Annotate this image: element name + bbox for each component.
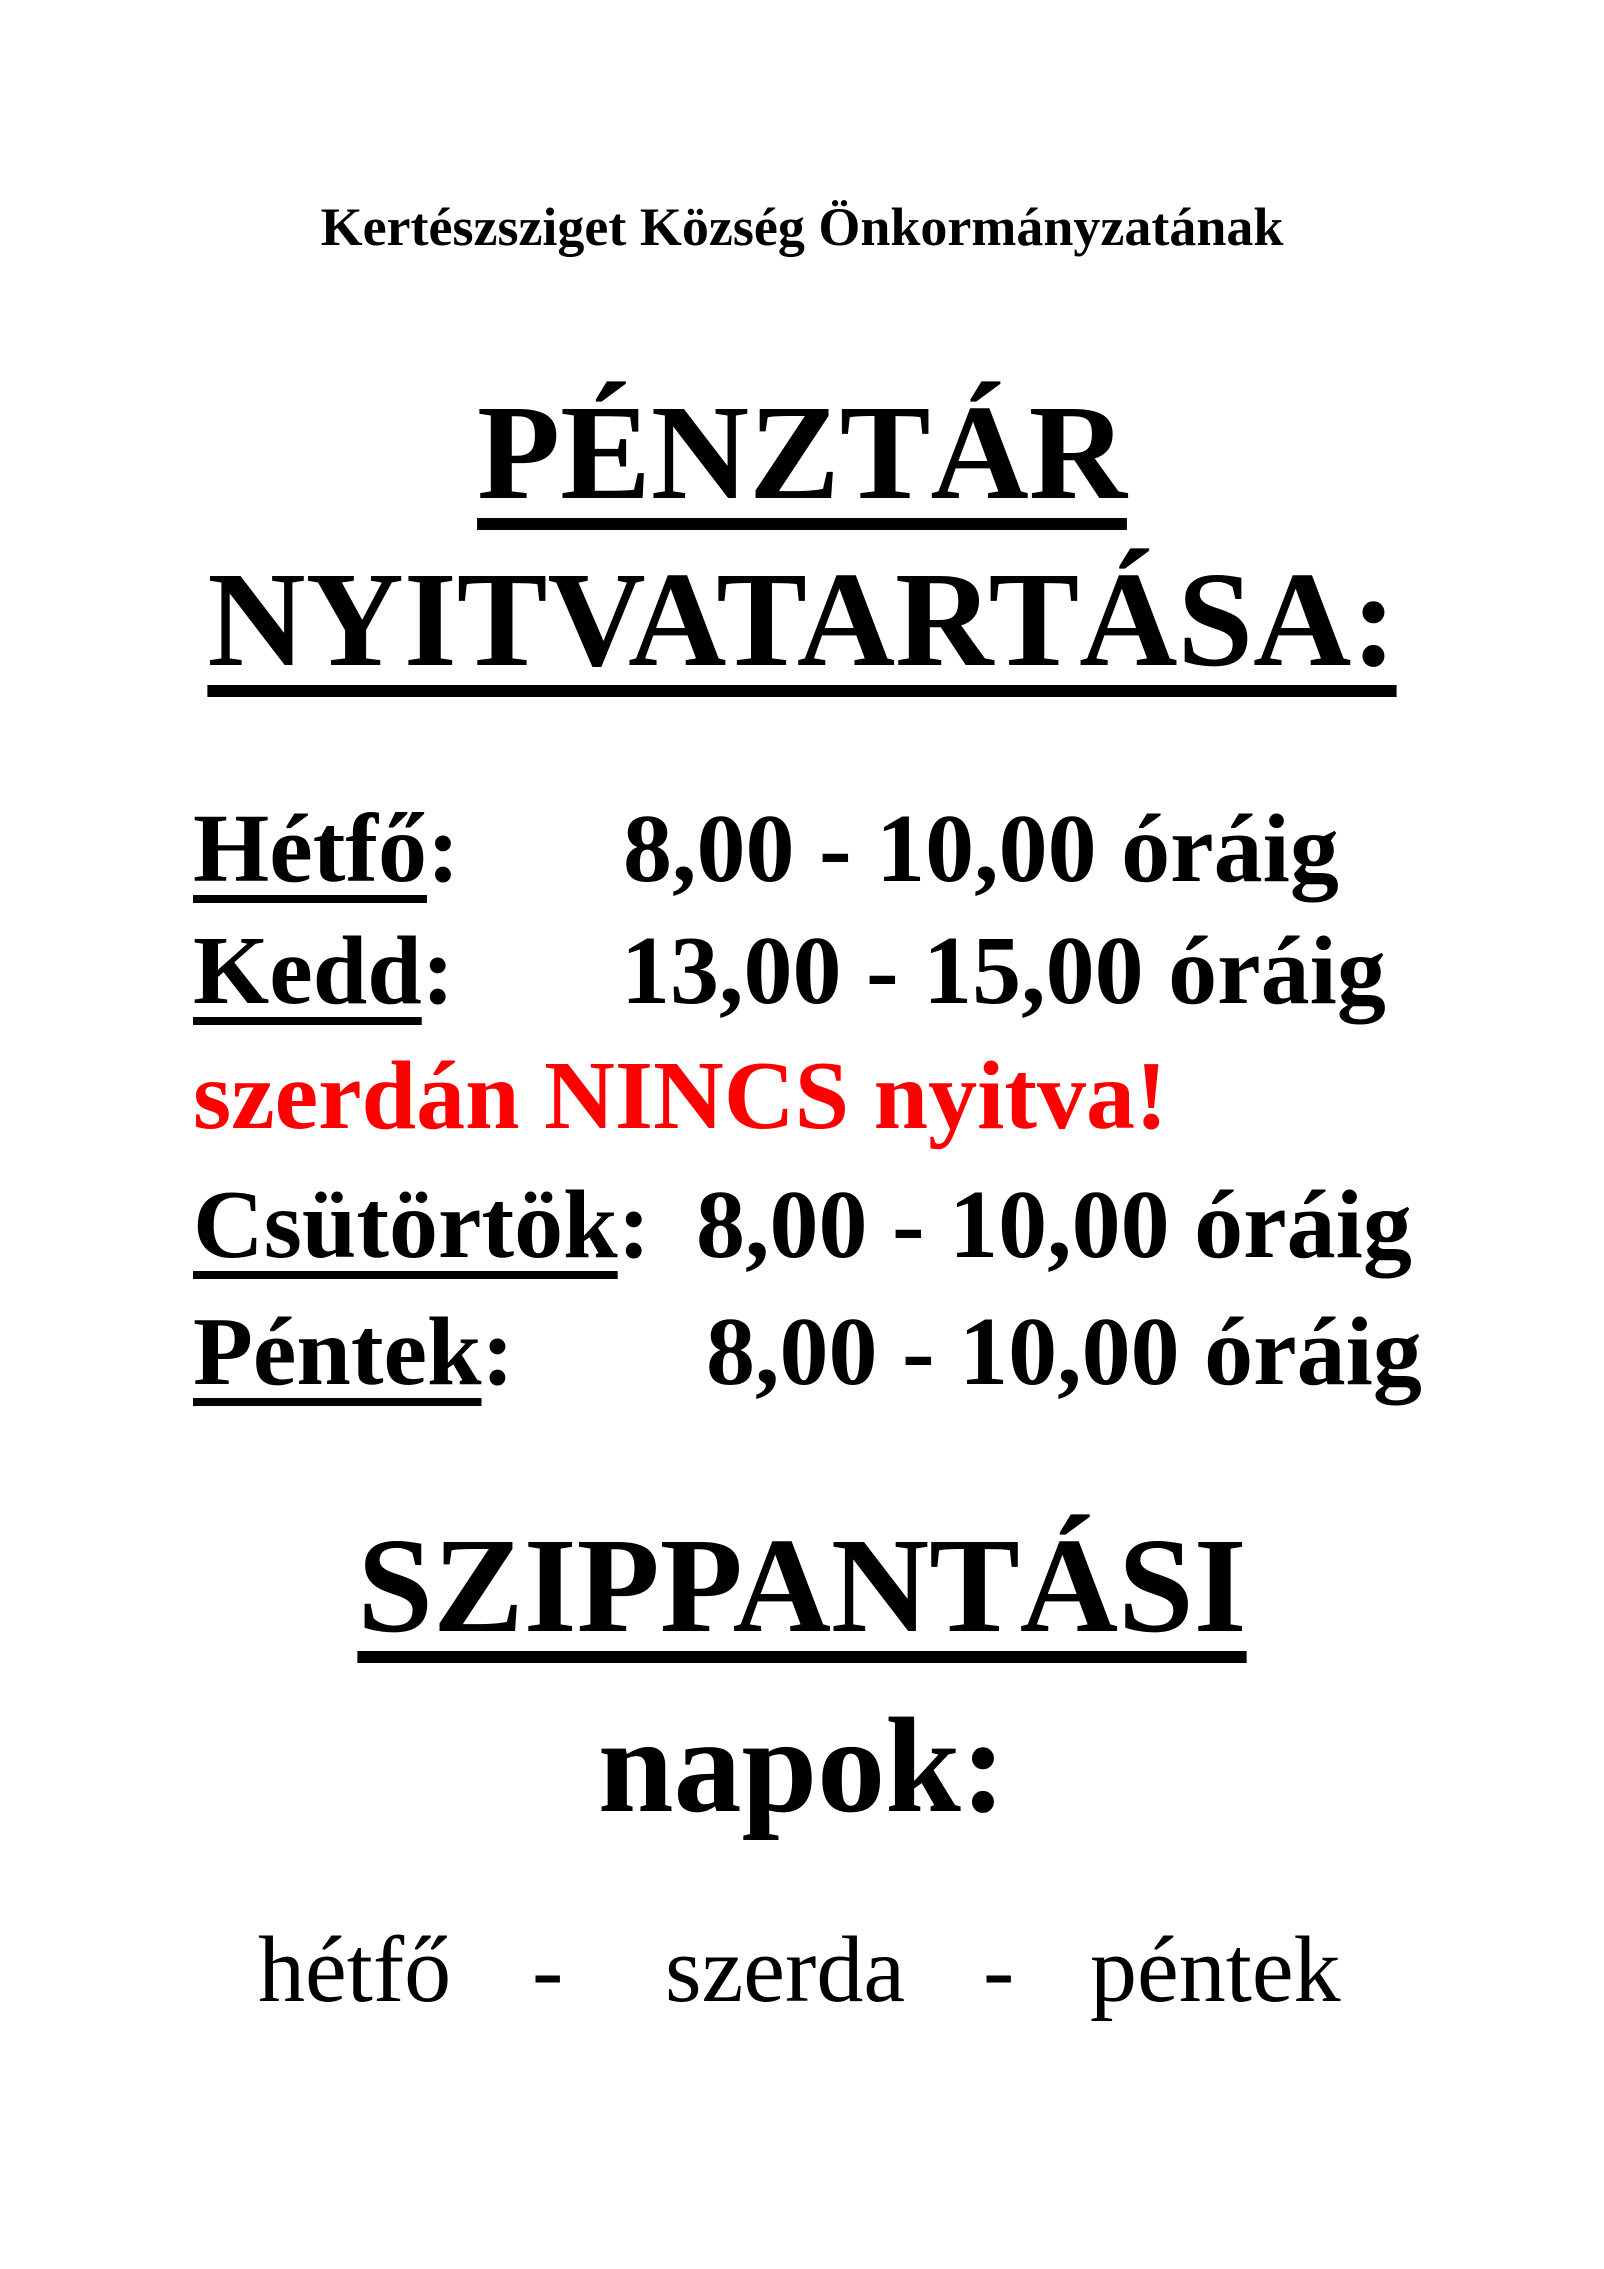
day-label: Kedd	[193, 917, 422, 1025]
opening-hours: 8,00 - 10,00 óráig	[696, 1171, 1412, 1279]
suction-day: hétfő	[258, 1918, 452, 2022]
day-separator: -	[983, 1918, 1015, 2022]
day-separator: -	[532, 1918, 564, 2022]
title-line-2	[0, 545, 1604, 695]
title-nyitvatartasa: NYITVATARTÁSA:	[207, 545, 1397, 695]
schedule-row-thursday	[193, 1171, 1412, 1279]
day-colon: :	[427, 795, 460, 903]
suction-title-line-2: napok:	[597, 1691, 1007, 1841]
closed-notice-wednesday: szerdán NINCS nyitva!	[193, 1042, 1168, 1150]
day-colon: :	[617, 1171, 651, 1279]
schedule-row-monday	[193, 795, 1339, 903]
opening-hours: 8,00 - 10,00 óráig	[706, 1298, 1422, 1406]
suction-title-line-1	[0, 1511, 1604, 1661]
suction-day: szerda	[665, 1918, 906, 2022]
organization-name: Kertészsziget Község Önkormányzatának	[320, 197, 1284, 257]
opening-hours: 13,00 - 15,00 óráig	[621, 917, 1386, 1025]
day-label: Csütörtök	[193, 1171, 618, 1279]
day-colon: :	[421, 917, 455, 1025]
day-label: Péntek	[193, 1298, 482, 1406]
title-penztar: PÉNZTÁR	[477, 378, 1127, 528]
schedule-row-friday	[193, 1298, 1422, 1406]
day-colon: :	[481, 1298, 515, 1406]
opening-hours: 8,00 - 10,00 óráig	[623, 795, 1339, 903]
title-szippantasi: SZIPPANTÁSI	[357, 1511, 1247, 1661]
suction-day: péntek	[1090, 1918, 1341, 2022]
title-line-1	[0, 378, 1604, 528]
schedule-row-tuesday	[193, 917, 1386, 1025]
day-label: Hétfő	[193, 795, 427, 903]
